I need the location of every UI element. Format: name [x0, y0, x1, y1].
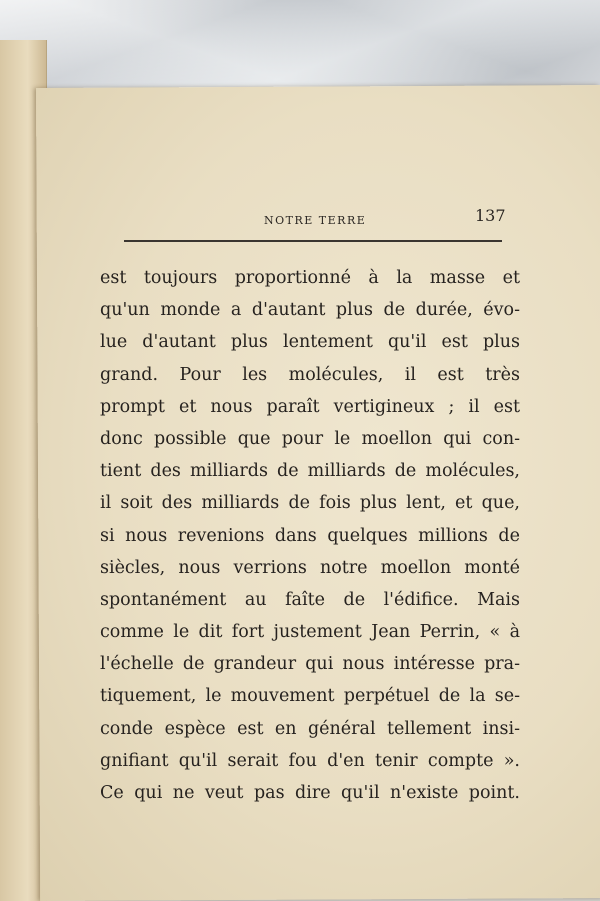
text-line: donc possible que pour le moellon qui con- — [100, 428, 520, 449]
page-number: 137 — [475, 206, 506, 225]
text-line: qu'un monde a d'autant plus de durée, évo- — [100, 300, 520, 321]
text-line: l'échelle de grandeur qui nous intéresse pra- — [100, 654, 520, 675]
text-line: conde espèce est en général tellement insi- — [100, 718, 520, 739]
running-head: NOTRE TERRE — [264, 214, 367, 227]
text-line: tiquement, le mouvement perpétuel de la se- — [100, 686, 520, 707]
text-line: Ce qui ne veut pas dire qu'il n'existe point. — [100, 783, 520, 803]
text-line: spontanément au faîte de l'édifice. Mais — [100, 589, 520, 610]
body-text — [100, 262, 520, 809]
text-line: siècles, nous verrions notre moellon monté — [100, 557, 520, 578]
text-line: gnifiant qu'il serait fou d'en tenir compte ». — [100, 750, 520, 771]
text-line: est toujours proportionné à la masse et — [100, 268, 520, 288]
text-line: si nous revenions dans quelques millions de — [100, 525, 520, 546]
text-line: tient des milliards de milliards de molécules, — [100, 461, 520, 482]
text-line: comme le dit fort justement Jean Perrin, « à — [100, 622, 520, 643]
header-rule — [124, 240, 502, 242]
text-line: grand. Pour les molécules, il est très — [100, 364, 520, 385]
text-line: lue d'autant plus lentement qu'il est plus — [100, 332, 520, 353]
text-line: prompt et nous paraît vertigineux ; il est — [100, 396, 520, 417]
text-line: il soit des milliards de fois plus lent, et que, — [100, 493, 520, 514]
